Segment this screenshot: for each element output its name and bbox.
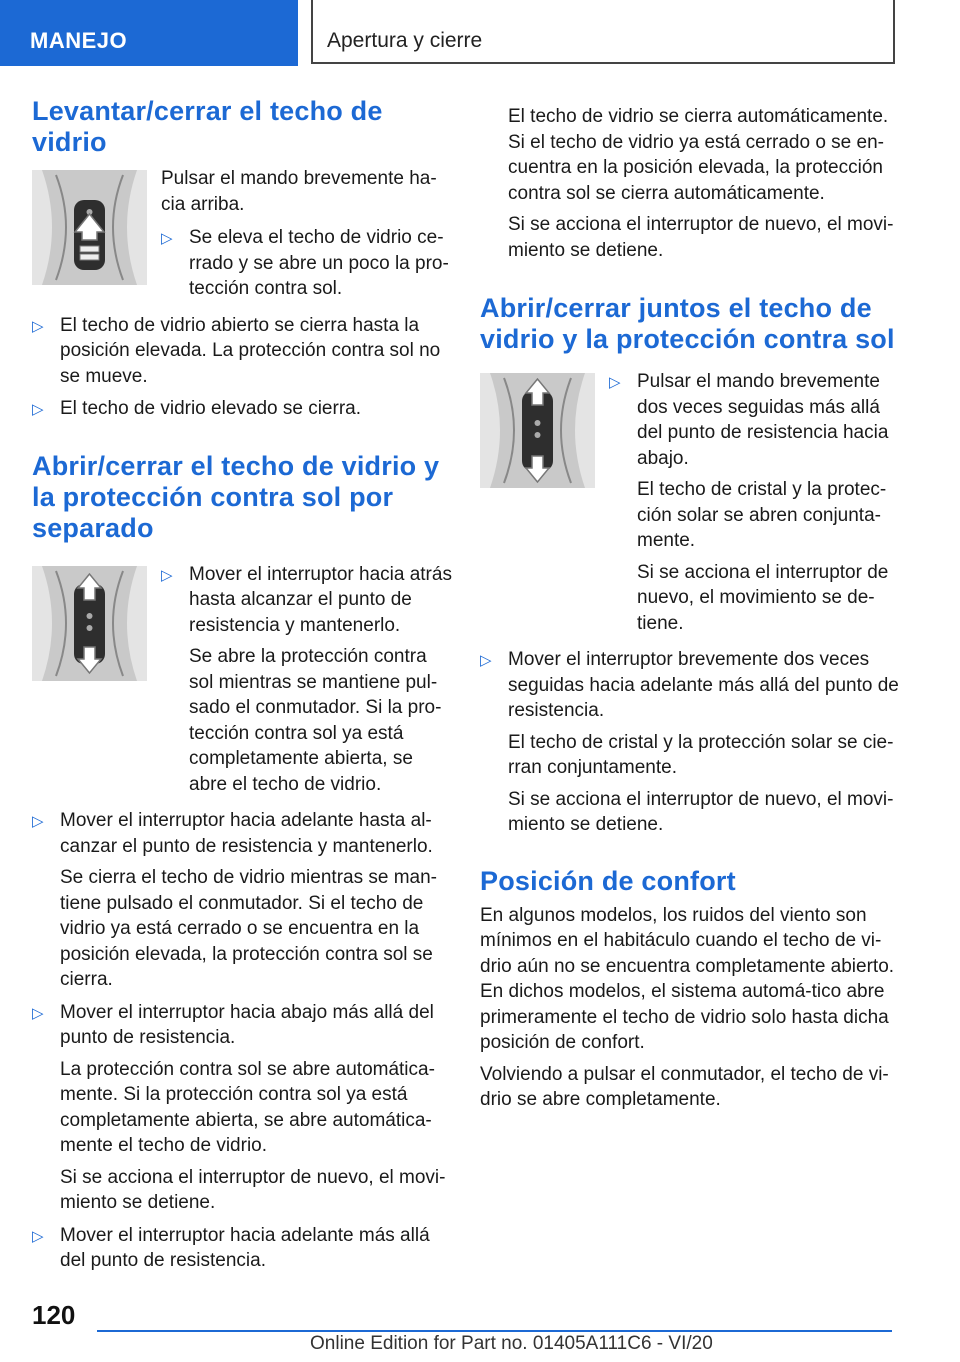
triangle-right-icon: ▷ xyxy=(161,230,173,247)
list-item xyxy=(609,369,900,636)
chapter-title: Apertura y cierre xyxy=(327,29,483,52)
comfort-text: Volviendo a pulsar el conmutador, el techo de vi‐drio se abre completamente. xyxy=(480,1063,889,1110)
figure-block-separate xyxy=(32,562,452,805)
figure-block-raise xyxy=(32,166,452,309)
footer-edition: Online Edition for Part no. 01405A111C6 - VI/20 xyxy=(310,1333,713,1354)
bullet-text: El techo de vidrio abierto se cierra hasta la posición elevada. La protección contra sol no se mueve. xyxy=(60,314,441,387)
page-number: 120 xyxy=(32,1300,76,1330)
bullet-text: Mover el interruptor hacia atrás hasta alcanzar el punto de resistencia y mantenerlo. xyxy=(189,563,452,636)
heading-separate: Abrir/cerrar el techo de vidrio y la protección contra sol por separado xyxy=(32,450,440,543)
bullet-text: El techo de vidrio elevado se cierra. xyxy=(60,398,361,419)
bullet-text: Mover el interruptor hacia adelante hasta al‐canzar el punto de resistencia y mantenerlo. xyxy=(60,810,433,857)
heading-together: Abrir/cerrar juntos el techo de vidrio y la protección contra sol xyxy=(480,293,895,354)
list-item xyxy=(32,808,452,993)
bullet-text: Se cierra el techo de vidrio mientras se man‐tiene pulsado el conmutador. Si el techo de vidrio ya está cerrado o se encuentra en la posición elevada, la protección contra sol se cierra. xyxy=(60,867,437,990)
chapter-box xyxy=(311,0,895,64)
triangle-right-icon: ▷ xyxy=(609,374,621,391)
list-item xyxy=(161,562,452,798)
left-column xyxy=(32,96,452,1281)
heading-comfort: Posición de confort xyxy=(480,865,736,896)
triangle-right-icon: ▷ xyxy=(480,652,492,669)
continuation-text: El techo de vidrio se cierra automáticamente. Si el techo de vidrio ya está cerrado o se en‐cuentra en la posición elevada, la protección contra sol se cierra automáticamente. xyxy=(508,106,889,204)
bullet-text: El techo de cristal y la protección solar se cie‐rran conjuntamente. xyxy=(508,731,894,778)
triangle-right-icon: ▷ xyxy=(32,813,44,830)
right-column xyxy=(480,104,900,1119)
bullet-text: Si se acciona el interruptor de nuevo, el movimiento se de‐tiene. xyxy=(637,561,889,634)
list-item xyxy=(32,313,452,390)
bullet-text: Se abre la protección contra sol mientras se mantiene pul‐sado el conmutador. Si la pro‐tección contra sol ya está completamente abierta, se abre el techo de vidrio. xyxy=(189,646,442,795)
triangle-right-icon: ▷ xyxy=(161,566,173,584)
bullet-text: Mover el interruptor hacia adelante más allá del punto de resistencia. xyxy=(60,1224,430,1271)
bullet-text: Pulsar el mando brevemente dos veces seguidas más allá del punto de resistencia hacia abajo. xyxy=(637,371,889,469)
bullet-text: Mover el interruptor brevemente dos veces seguidas hacia adelante más allá del punto de resistencia. xyxy=(508,649,899,721)
list-item xyxy=(32,396,452,423)
footer-divider xyxy=(97,1330,892,1332)
section-tab: MANEJO xyxy=(0,0,298,66)
bullet-text: La protección contra sol se abre automática‐mente. Si la protección contra sol ya está completamente abierta, se abre automática‐mente el techo de vidrio. xyxy=(60,1058,435,1156)
continuation-text: Si se acciona el interruptor de nuevo, el movi‐miento se detiene. xyxy=(508,214,894,261)
page-header xyxy=(0,0,960,66)
bullet-text: Se eleva el techo de vidrio ce‐rrado y se abre un poco la pro‐tección contra sol. xyxy=(189,227,449,299)
triangle-right-icon: ▷ xyxy=(32,317,44,335)
bullet-text: El techo de cristal y la protec‐ción solar se abren conjunta‐mente. xyxy=(637,479,887,551)
list-item xyxy=(480,647,900,838)
bullet-text: Mover el interruptor hacia abajo más allá del punto de resistencia. xyxy=(60,1001,434,1048)
list-item xyxy=(32,1000,452,1216)
figure-block-together xyxy=(480,369,900,643)
roof-switch-double-updown-icon xyxy=(480,373,595,488)
intro-text: Pulsar el mando brevemente ha‐cia arriba. xyxy=(161,168,437,215)
triangle-right-icon: ▷ xyxy=(32,1227,44,1245)
list-item xyxy=(32,1223,452,1274)
bullet-text: Si se acciona el interruptor de nuevo, el movi‐miento se detiene. xyxy=(60,1166,446,1213)
bullet-text: Si se acciona el interruptor de nuevo, el movi‐miento se detiene. xyxy=(508,788,894,835)
roof-switch-updown-icon xyxy=(32,566,147,681)
roof-switch-up-icon xyxy=(32,170,147,285)
comfort-text: En algunos modelos, los ruidos del viento son mínimos en el habitáculo cuando el techo de vi‐drio aún no se encuentra completamente abierto. En dichos modelos, el sistema automá‐tico abre primeramente el techo de vidrio solo hasta dicha posición de confort. xyxy=(480,904,895,1053)
triangle-right-icon: ▷ xyxy=(32,401,44,418)
list-item xyxy=(161,225,452,302)
triangle-right-icon: ▷ xyxy=(32,1004,44,1022)
heading-raise-close: Levantar/cerrar el techo de vidrio xyxy=(32,96,383,157)
